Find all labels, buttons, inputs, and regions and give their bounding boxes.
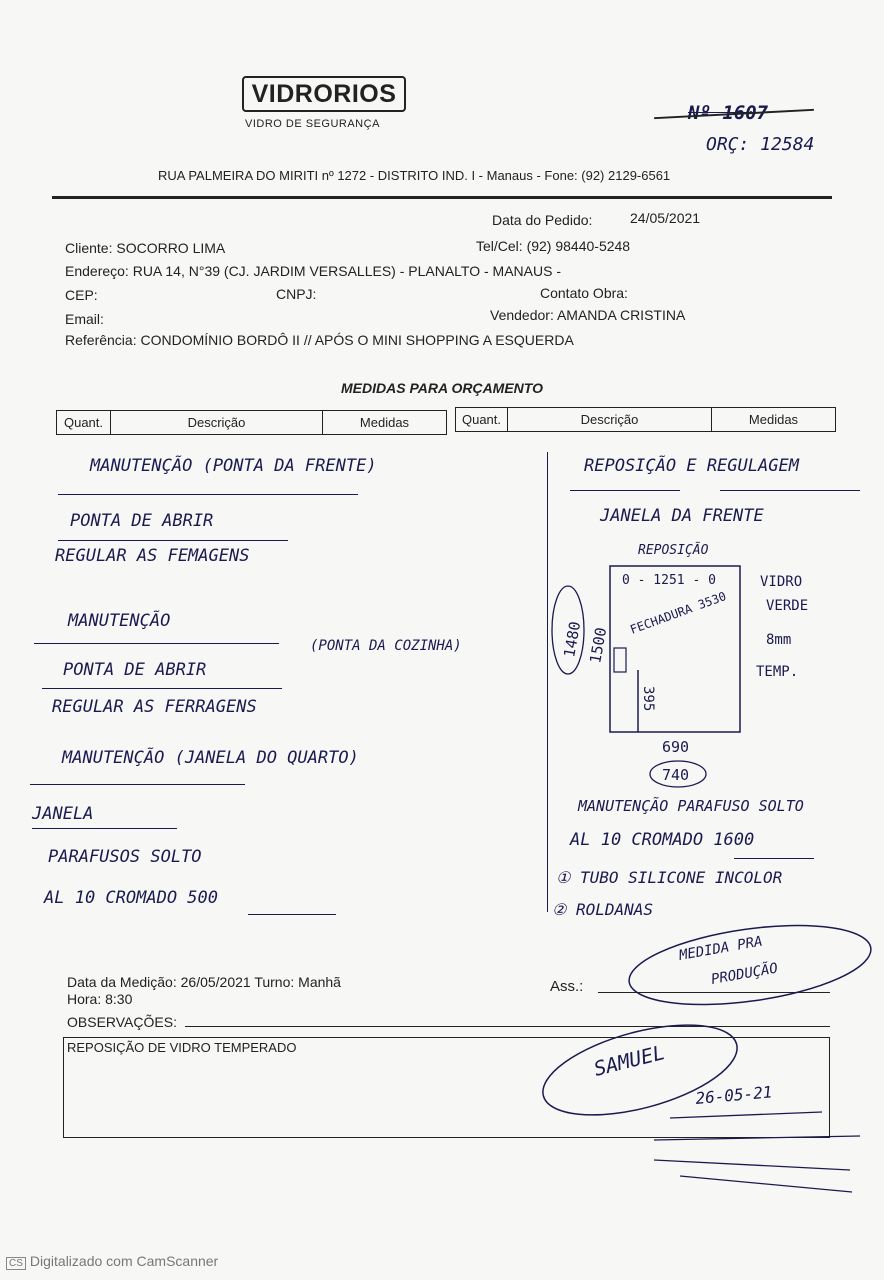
note-right-7: ② ROLDANAS bbox=[552, 900, 654, 919]
note-left-4: MANUTENÇÃO bbox=[68, 611, 171, 631]
sketch-lock: FECHADURA 3530 bbox=[628, 589, 729, 637]
cnpj-label: CNPJ: bbox=[276, 286, 317, 302]
logo-text: VIDRORIOS bbox=[251, 79, 397, 108]
signature-date: 26-05-21 bbox=[694, 1082, 774, 1108]
note-underline bbox=[34, 643, 279, 644]
contact-label: Contato Obra: bbox=[540, 285, 628, 301]
note-left-6: PONTA DE ABRIR bbox=[63, 660, 207, 680]
note-right-6: ① TUBO SILICONE INCOLOR bbox=[556, 868, 783, 887]
signature-stroke bbox=[670, 1112, 822, 1118]
note-underline bbox=[32, 828, 177, 829]
note-right-5: AL 10 CROMADO 1600 bbox=[570, 830, 755, 850]
note-underline bbox=[58, 494, 358, 495]
order-number: Nº 1607 bbox=[688, 102, 769, 124]
sketch-dim-395: 395 bbox=[640, 686, 656, 712]
camscanner-icon: CS bbox=[6, 1257, 26, 1270]
seller: Vendedor: AMANDA CRISTINA bbox=[490, 307, 686, 323]
stamp-line-1: MEDIDA PRA bbox=[677, 933, 764, 964]
glass-note-3: 8mm bbox=[766, 632, 792, 648]
email-label: Email: bbox=[65, 311, 104, 327]
note-left-7: REGULAR AS FERRAGENS bbox=[52, 697, 257, 717]
note-left-10: PARAFUSOS SOLTO bbox=[48, 847, 202, 867]
glass-note-2: VERDE bbox=[766, 598, 809, 614]
signature-stroke bbox=[680, 1176, 852, 1192]
order-date: 24/05/2021 bbox=[630, 210, 701, 226]
observation-text: REPOSIÇÃO DE VIDRO TEMPERADO bbox=[67, 1040, 297, 1055]
note-left-1: MANUTENÇÃO (PONTA DA FRENTE) bbox=[90, 456, 377, 476]
note-underline bbox=[30, 784, 245, 785]
observations-label: OBSERVAÇÕES: bbox=[67, 1014, 177, 1030]
signature-area bbox=[530, 1020, 880, 1200]
sketch-code: 0 - 1251 - 0 bbox=[622, 573, 716, 588]
col-measures: Medidas bbox=[323, 411, 447, 435]
note-underline bbox=[720, 490, 860, 491]
note-left-2: PONTA DE ABRIR bbox=[70, 511, 214, 531]
reference: Referência: CONDOMÍNIO BORDÔ II // APÓS O MINI SHOPPING A ESQUERDA bbox=[65, 332, 574, 348]
signature-stroke bbox=[654, 1136, 860, 1140]
logo-subtitle: VIDRO DE SEGURANÇA bbox=[245, 118, 380, 130]
window-sketch bbox=[540, 540, 860, 790]
measurements-header-right bbox=[455, 407, 836, 432]
cep-label: CEP: bbox=[65, 287, 98, 303]
measurements-header-left bbox=[56, 410, 447, 435]
header-divider bbox=[52, 196, 832, 199]
signature-name: SAMUEL bbox=[591, 1040, 668, 1081]
note-right-3: REPOSIÇÃO bbox=[638, 543, 709, 558]
lock-symbol bbox=[614, 648, 626, 672]
note-underline bbox=[248, 914, 336, 915]
signature-stroke bbox=[654, 1160, 850, 1170]
measure-date: Data da Medição: 26/05/2021 Turno: Manhã bbox=[67, 974, 341, 990]
col-quant: Quant. bbox=[57, 411, 111, 435]
col-quant: Quant. bbox=[456, 408, 508, 432]
note-underline bbox=[570, 490, 680, 491]
client-address: Endereço: RUA 14, N°39 (CJ. JARDIM VERSALLES) - PLANALTO - MANAUS - bbox=[65, 263, 562, 279]
signature-label: Ass.: bbox=[550, 978, 584, 995]
note-left-5: (PONTA DA COZINHA) bbox=[310, 638, 462, 654]
note-left-8: MANUTENÇÃO (JANELA DO QUARTO) bbox=[62, 748, 359, 768]
col-description: Descrição bbox=[508, 408, 712, 432]
order-date-label: Data do Pedido: bbox=[492, 212, 593, 228]
glass-note-1: VIDRO bbox=[760, 574, 803, 590]
note-right-1: REPOSIÇÃO E REGULAGEM bbox=[584, 456, 799, 476]
note-underline bbox=[734, 858, 814, 859]
note-right-2: JANELA DA FRENTE bbox=[600, 506, 764, 526]
scanner-footer bbox=[6, 1253, 218, 1270]
note-left-11: AL 10 CROMADO 500 bbox=[44, 888, 218, 908]
measure-time: Hora: 8:30 bbox=[67, 991, 133, 1007]
client-name: Cliente: SOCORRO LIMA bbox=[65, 240, 226, 256]
col-measures: Medidas bbox=[712, 408, 836, 432]
note-underline bbox=[58, 540, 288, 541]
company-logo bbox=[242, 76, 406, 112]
glass-note-4: TEMP. bbox=[756, 664, 799, 680]
note-right-4: MANUTENÇÃO PARAFUSO SOLTO bbox=[578, 797, 804, 815]
orc-number: ORÇ: 12584 bbox=[706, 134, 815, 155]
note-left-9: JANELA bbox=[32, 804, 94, 824]
stamp-line-2: PRODUÇÃO bbox=[709, 960, 780, 988]
scanner-text: Digitalizado com CamScanner bbox=[29, 1253, 219, 1269]
company-address: RUA PALMEIRA DO MIRITI nº 1272 - DISTRITO IND. I - Manaus - Fone: (92) 2129-6561 bbox=[158, 168, 671, 183]
measurements-title: MEDIDAS PARA ORÇAMENTO bbox=[341, 380, 543, 396]
client-phone: Tel/Cel: (92) 98440-5248 bbox=[476, 238, 631, 254]
note-underline bbox=[42, 688, 282, 689]
note-left-3: REGULAR AS FEMAGENS bbox=[55, 546, 250, 566]
production-stamp bbox=[620, 920, 882, 1010]
sketch-height-2: 1500 bbox=[586, 625, 611, 665]
sketch-width-2: 740 bbox=[662, 766, 690, 784]
sketch-height-1: 1480 bbox=[560, 619, 585, 659]
sketch-width-1: 690 bbox=[662, 738, 690, 756]
col-description: Descrição bbox=[111, 411, 323, 435]
